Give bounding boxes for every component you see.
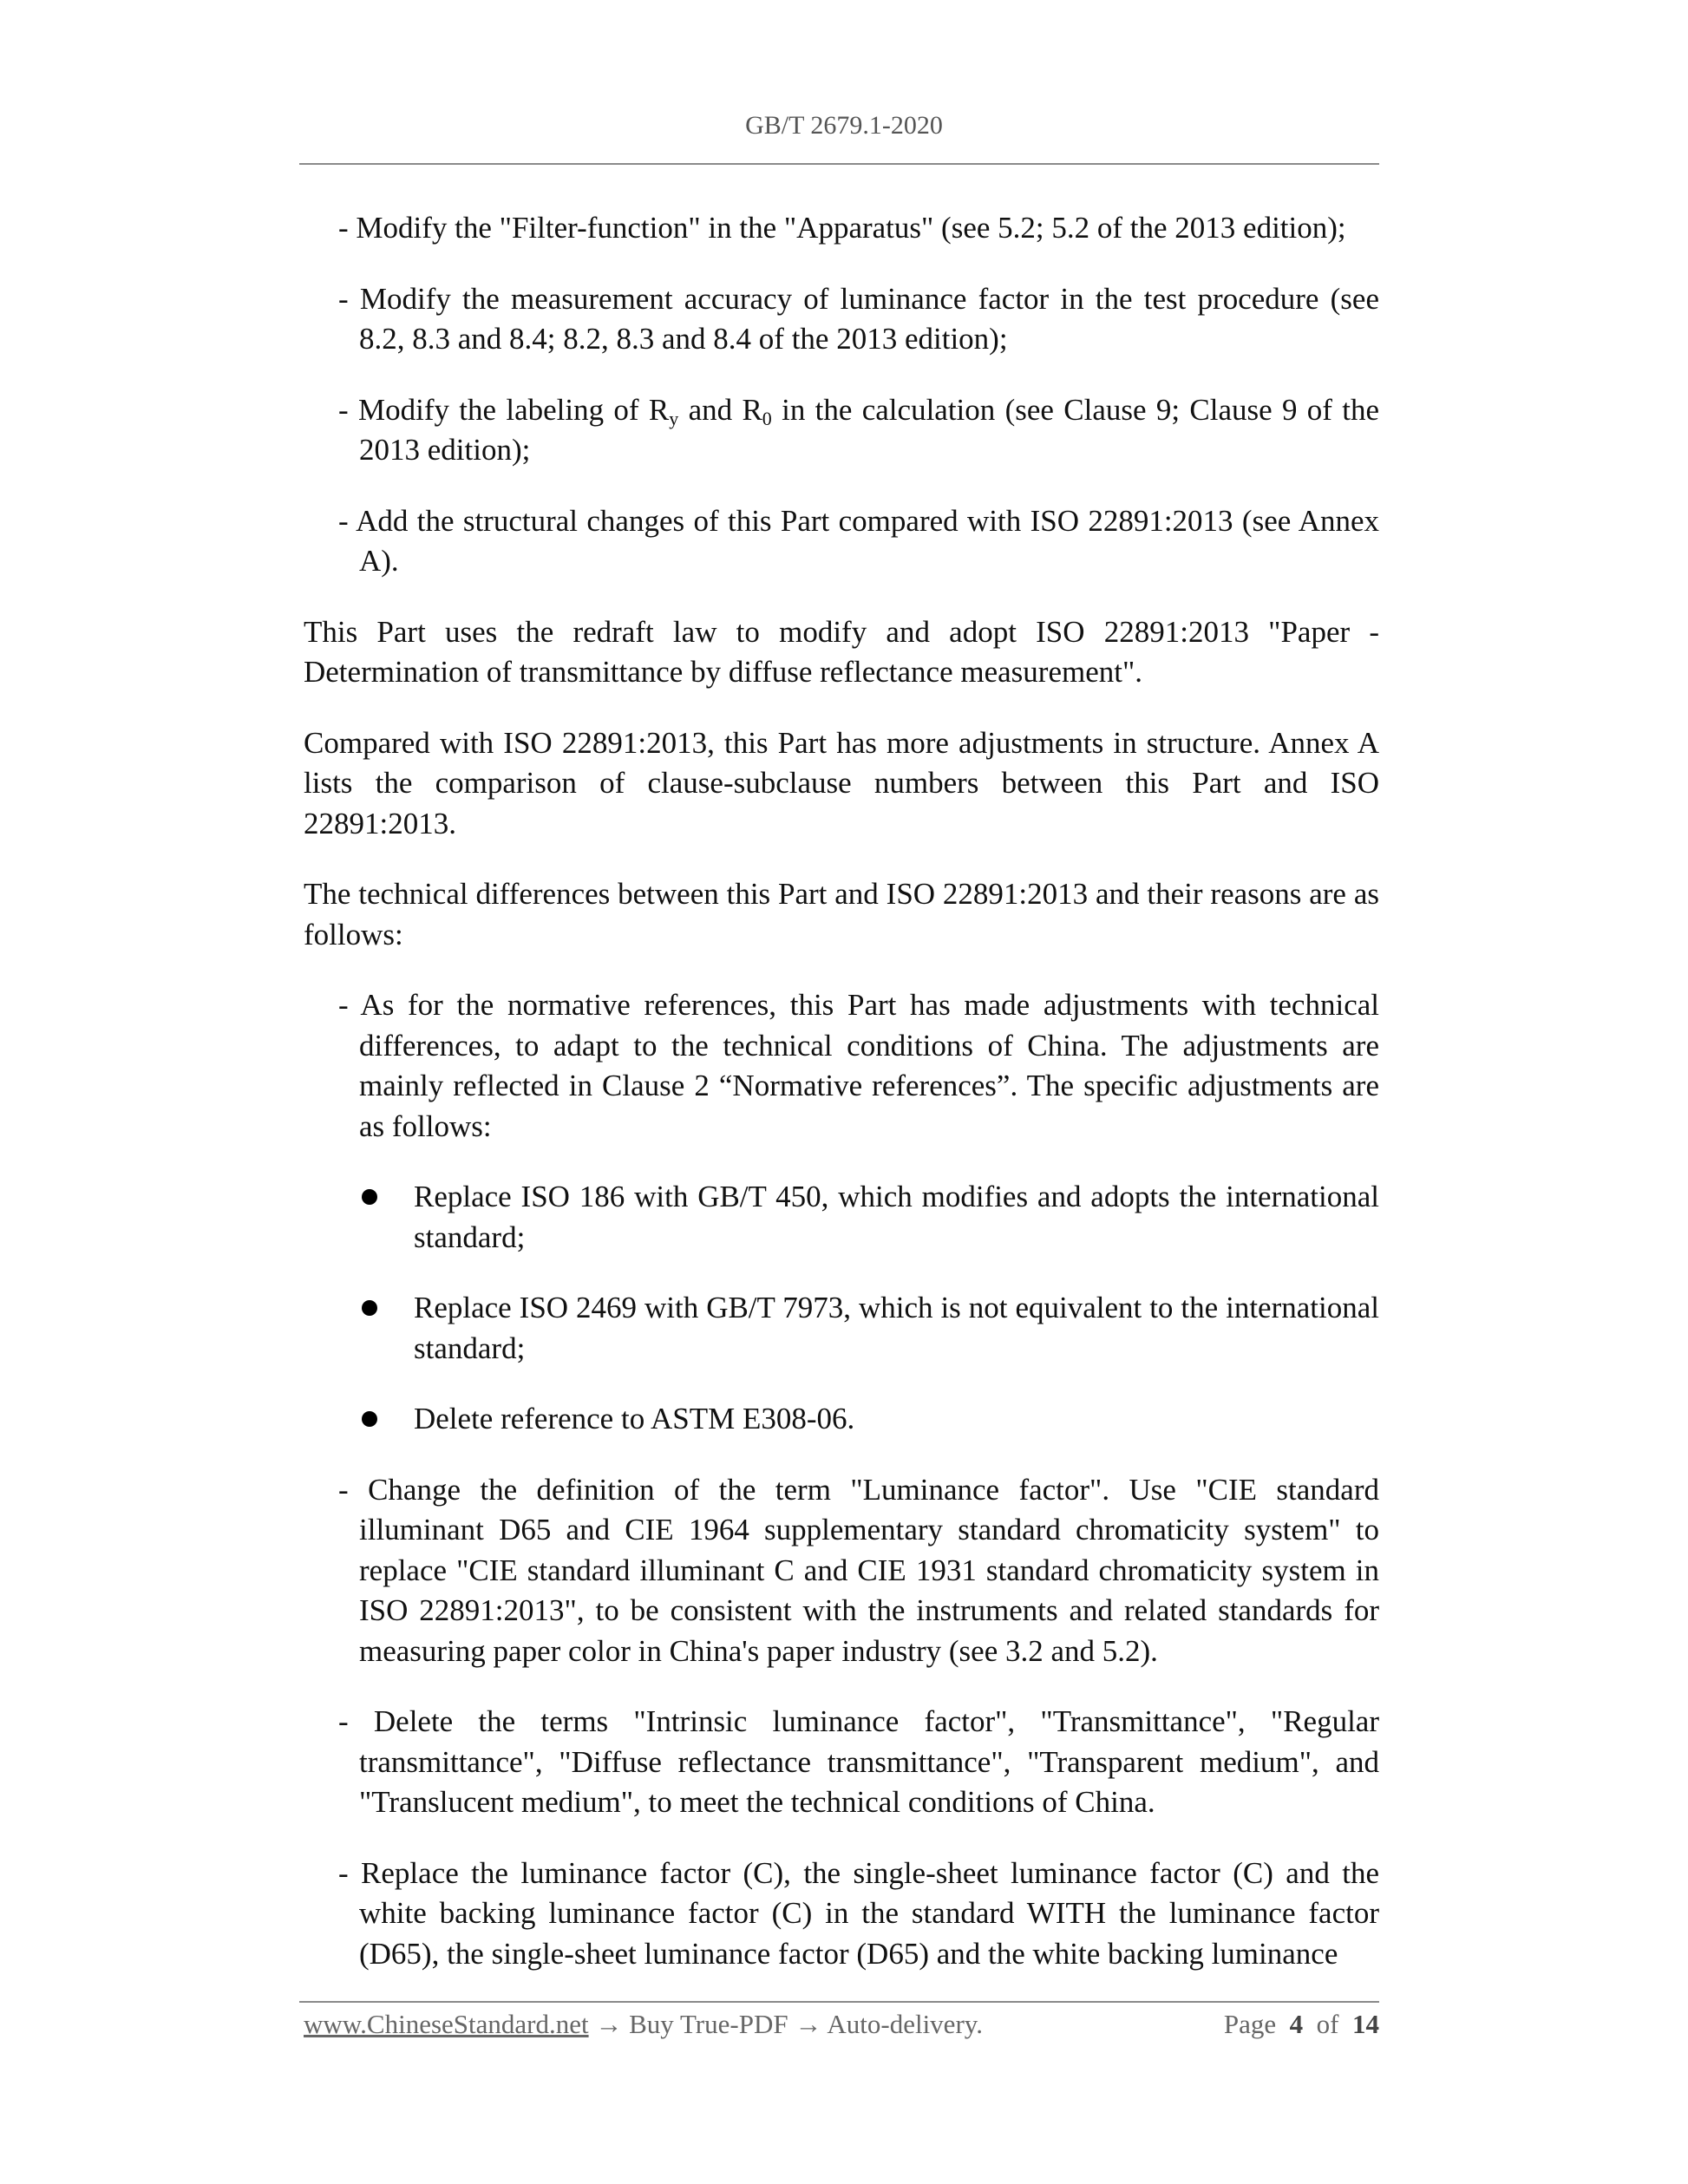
dash-item: - Add the structural changes of this Part compared with ISO 22891:2013 (see Annex A). <box>338 503 1379 578</box>
footer-promo <box>304 2009 983 2040</box>
dash-item-text: in the calculation (see Clause 9; Clause 9 of the 2013 edition); <box>359 392 1380 467</box>
dash-item: - Delete the terms "Intrinsic luminance factor", "Transmittance", "Regular transmittance", "Diffuse reflectance transmittance", "Transparent medium", and "Translucent medium", to meet the technical conditions of China. <box>338 1704 1379 1819</box>
paragraph: Compared with ISO 22891:2013, this Part has more adjustments in structure. Annex A lists the comparison of clause-subclause numbers between this Part and ISO 22891:2013. <box>304 725 1379 840</box>
dash-item: - Replace the luminance factor (C), the single-sheet luminance factor (C) and the white backing luminance factor (C) in the standard WITH the luminance factor (D65), the single-sheet luminance factor (D65) and the white backing luminance <box>338 1855 1379 1971</box>
subscript-0: 0 <box>762 407 772 429</box>
page-indicator <box>1224 2009 1379 2040</box>
bullet-item <box>304 1177 1379 1258</box>
page-number: 4 <box>1289 2009 1304 2039</box>
paragraph: The technical differences between this Part and ISO 22891:2013 and their reasons are as follows: <box>304 877 1379 951</box>
document-body <box>304 208 1379 2004</box>
page-word: Page <box>1223 2009 1277 2039</box>
bullet-dot-icon <box>362 1300 377 1316</box>
dash-item: - Change the definition of the term "Luminance factor". Use "CIE standard illuminant D65 and CIE 1964 supplementary standard chromaticity system" to replace "CIE standard illuminant C and CIE 1931 standard chromaticity system in ISO 22891:2013", to be consistent with the instruments and related standards for measuring paper color in China's paper industry (see 3.2 and 5.2). <box>338 1472 1379 1668</box>
bullet-text: Replace ISO 2469 with GB/T 7973, which is not equivalent to the international standard; <box>414 1291 1379 1365</box>
subscript-y: y <box>669 407 679 429</box>
of-word: of <box>1316 2009 1339 2039</box>
dash-item: - Modify the measurement accuracy of luminance factor in the test procedure (see 8.2, 8.3 and 8.4; 8.2, 8.3 and 8.4 of the 2013 edition); <box>338 281 1379 356</box>
bullet-text: Delete reference to ASTM E308-06. <box>414 1402 855 1435</box>
dash-item <box>304 390 1379 471</box>
bullet-item <box>304 1288 1379 1369</box>
header-rule <box>299 163 1379 165</box>
dash-item: - As for the normative references, this Part has made adjustments with technical differences, to adapt to the technical conditions of China. The adjustments are mainly reflected in Clause 2 “Normative references”. The specific adjustments are as follows: <box>338 988 1379 1143</box>
footer-promo-text: → Buy True-PDF → Auto-delivery. <box>588 2009 983 2039</box>
running-header: GB/T 2679.1-2020 <box>745 111 943 140</box>
paragraph: This Part uses the redraft law to modify and adopt ISO 22891:2013 "Paper - Determination of transmittance by diffuse reflectance measurement". <box>304 614 1379 689</box>
bullet-dot-icon <box>362 1411 377 1427</box>
page-total: 14 <box>1352 2009 1379 2039</box>
bullet-item <box>304 1399 1379 1440</box>
dash-item-text: - Modify the labeling of R <box>338 392 670 427</box>
dash-item: - Modify the "Filter-function" in the "Apparatus" (see 5.2; 5.2 of the 2013 edition); <box>338 211 1346 245</box>
bullet-dot-icon <box>362 1189 377 1205</box>
bullet-text: Replace ISO 186 with GB/T 450, which modifies and adopts the international standard; <box>414 1180 1379 1254</box>
footer-rule <box>299 2001 1379 2003</box>
site-link[interactable]: www.ChineseStandard.net <box>304 2009 589 2039</box>
dash-item-text: and R <box>678 392 762 427</box>
